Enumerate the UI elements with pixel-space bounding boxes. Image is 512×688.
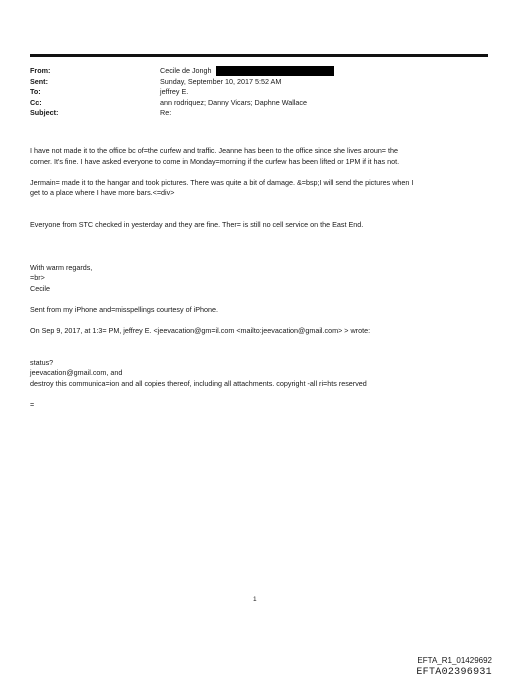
cc-row <box>30 98 490 109</box>
body-line: corner. It's fine. I have asked everyone to come in Monday=morning if the curfew has been lifted or 1PM if it has not. <box>30 156 400 166</box>
sent-value: Sunday, September 10, 2017 5:52 AM <box>160 76 282 86</box>
from-row <box>30 66 490 77</box>
email-body <box>30 146 490 411</box>
body-line: Everyone from STC checked in yesterday and they are fine. Ther= is still no cell service on the East End. <box>30 219 364 229</box>
cc-value: ann rodriquez; Danny Vicars; Daphne Wallace <box>160 97 308 107</box>
subject-value: Re: <box>160 108 172 118</box>
efta-id-large: EFTA02396931 <box>416 667 492 678</box>
page-number: 1 <box>253 596 257 603</box>
from-label: From: <box>30 66 51 75</box>
efta-id-small: EFTA_R1_01429692 <box>417 656 492 665</box>
signature-name: Cecile <box>30 283 50 293</box>
quoted-line: destroy this communica=ion and all copies thereof, including all attachments. copyright -all ri=hts reserved <box>30 378 367 388</box>
sent-row <box>30 77 490 88</box>
to-value: jeffrey E. <box>160 87 189 97</box>
to-label: To: <box>30 87 41 97</box>
from-value <box>160 66 334 77</box>
body-line: I have not made it to the office bc of=the curfew and traffic. Jeanne has been to the office since she lives aroun= the <box>30 146 398 155</box>
email-header <box>30 66 490 119</box>
header-divider-rule <box>30 54 488 57</box>
quoted-line: = <box>30 400 35 410</box>
subject-label: Subject: <box>30 108 59 118</box>
quoted-line: status? <box>30 357 54 367</box>
quoted-line: jeevacation@gmail.com, and <box>30 368 123 378</box>
body-line: Jermain= made it to the hangar and took pictures. There was quite a bit of damage. &=bsp;I will send the pictures when I <box>30 177 414 187</box>
quote-intro: On Sep 9, 2017, at 1:3= PM, jeffrey E. <jeevacation@gm=il.com <mailto:jeevacation@gmail.com> > wrote: <box>30 326 371 336</box>
sent-from-line: Sent from my iPhone and=misspellings courtesy of iPhone. <box>30 304 218 314</box>
signature-line: =br> <box>30 273 45 283</box>
signature-line: With warm regards, <box>30 262 93 272</box>
from-name: Cecile de Jongh <box>160 66 212 75</box>
sent-label: Sent: <box>30 76 48 86</box>
to-row <box>30 87 490 98</box>
body-line: get to a place where I have more bars.<=div> <box>30 188 175 198</box>
subject-row <box>30 108 490 119</box>
redaction-block <box>216 66 334 76</box>
cc-label: Cc: <box>30 97 42 107</box>
